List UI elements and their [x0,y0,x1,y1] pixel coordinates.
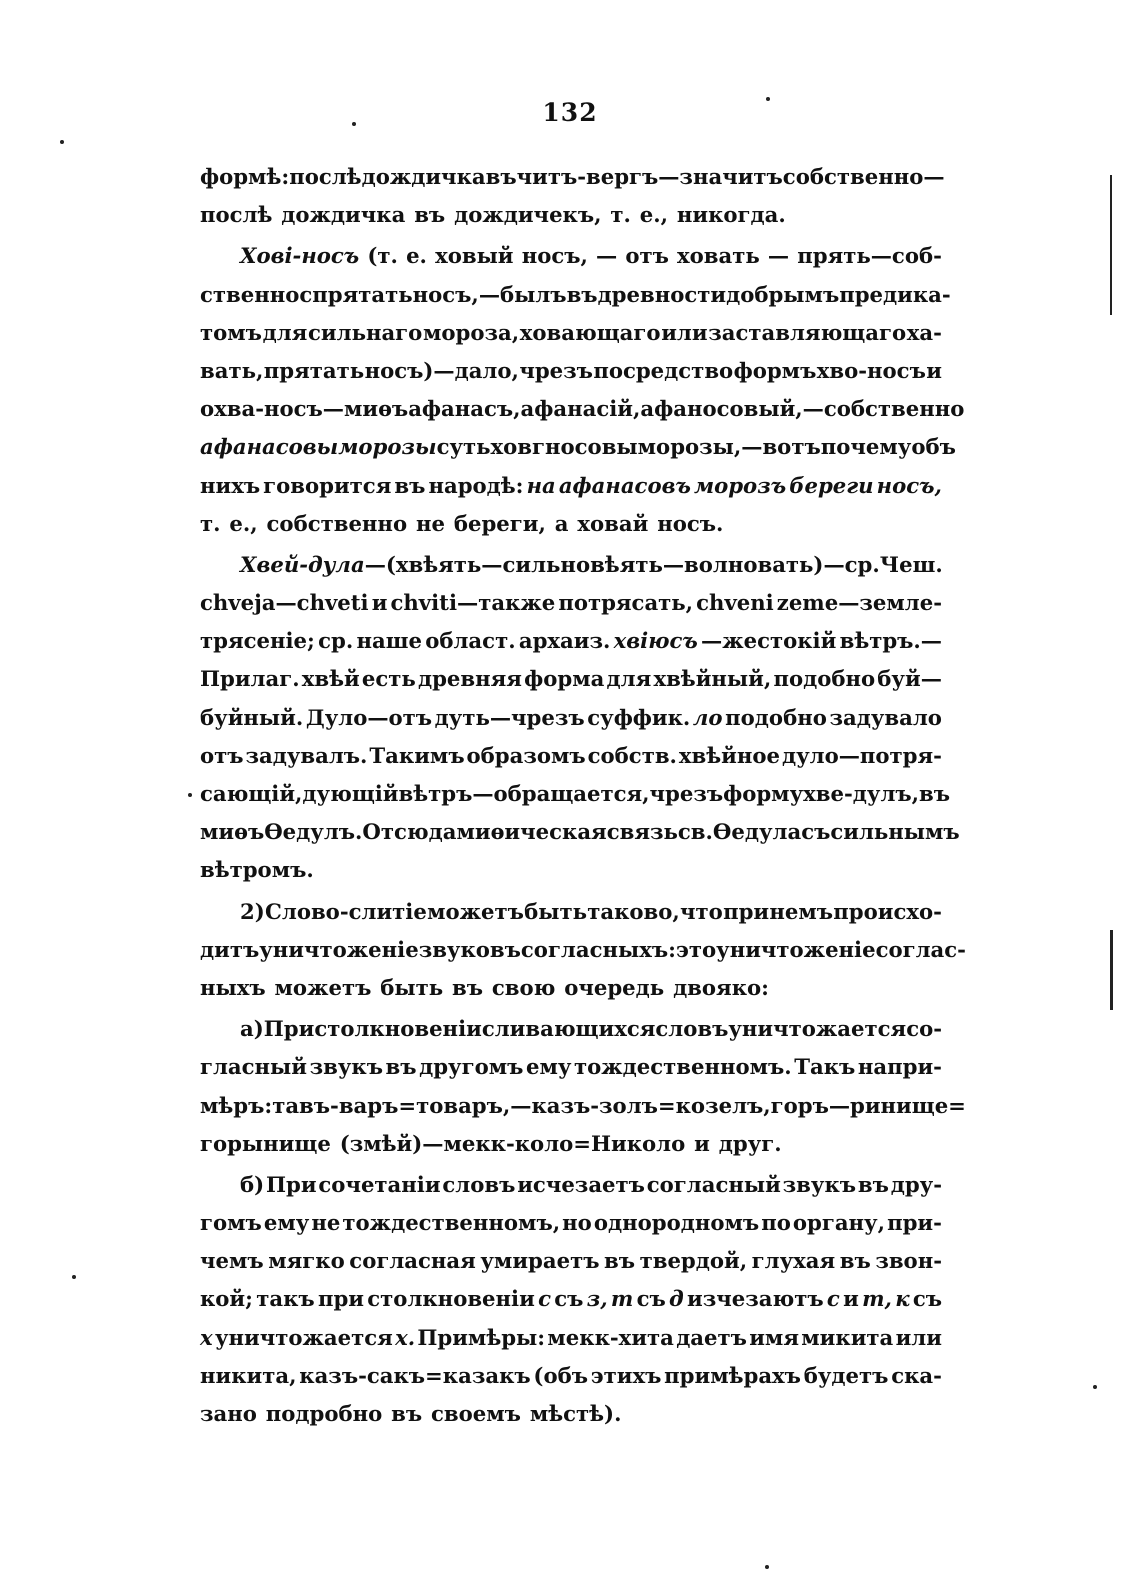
word: вѣять—волновать)—ср. [590,551,880,577]
word: формъ [733,357,817,383]
italic-word: носъ, [876,472,942,498]
word: изчезаютъ [687,1286,824,1312]
word: Ѳедулъ. [264,819,363,845]
text-line [200,1010,942,1048]
text-line [200,276,951,314]
word: примѣрахъ [664,1362,801,1388]
word: и [694,1130,710,1156]
scan-speck [188,793,192,797]
word: звукъ [782,1171,857,1197]
word: или [895,1324,942,1350]
word: мѣстѣ). [529,1401,622,1426]
word: съ [636,1286,666,1312]
italic-word: т [610,1286,634,1312]
word: афаносовый,—собственно [640,396,965,422]
word: ховгносовы [490,434,638,460]
word: chveja—chveti [200,590,369,616]
italic-word: морозы [338,434,437,460]
word: Отсюда [362,819,457,845]
word: област. [425,628,516,654]
word: можетъ [427,898,524,924]
word: суть [436,434,491,460]
word: носъ, [521,243,588,269]
text-line [200,428,956,466]
text-line [200,546,942,584]
word: морозы,—вотъ [637,434,821,460]
word: объ [911,434,956,460]
italic-word: х [200,1324,213,1350]
paragraph [200,1166,942,1433]
word: а [554,510,569,536]
word: соглас- [875,936,966,962]
word: ска- [891,1362,942,1388]
word: гласный [200,1054,308,1080]
word: для [606,666,652,692]
word: носъ, [412,281,479,307]
text-line [200,467,942,505]
word: никогда. [676,202,786,228]
paragraph [200,237,965,543]
word: гомъ [200,1210,262,1236]
word: и [843,1286,859,1312]
word: тождественномъ, [342,1210,561,1236]
word: потрясать, [558,590,694,616]
italic-word: с [538,1286,551,1312]
paragraph [200,893,966,1008]
word: прять—соб- [797,243,942,269]
word: дру- [890,1171,942,1197]
text-line [200,851,942,889]
word: имя [749,1324,799,1350]
italic-word: береги [789,472,874,498]
word: послѣ [289,164,362,189]
word: въ [394,472,426,498]
word: —(хвѣять—сильно [364,551,591,577]
word: при- [887,1210,942,1236]
word: Слово-слитіе [265,898,427,924]
word: — [478,281,500,307]
word: ховающаго [519,319,661,345]
word: подобно [773,666,876,692]
word: а) [240,1016,264,1042]
word: казъ-сакъ=казакъ [299,1362,531,1388]
word: Дуло—отъ [305,704,433,730]
word: былъ [500,281,567,307]
scan-edge-mark [1110,175,1112,315]
word: св. [677,819,713,845]
word: въ [385,1054,417,1080]
word: напри- [857,1054,942,1080]
text-line [200,584,942,622]
word: Такъ [794,1054,856,1080]
scan-speck [72,1275,76,1279]
italic-word: Хові-носъ [240,243,360,269]
word: дитъ [200,936,260,962]
word: Примѣры: [417,1324,546,1350]
word: тождественномъ. [574,1054,792,1080]
word: задувалъ. [245,742,368,768]
word: читъ-вергъ—значитъ [516,164,783,189]
text-line [200,1280,942,1318]
word: можетъ [274,974,372,1000]
word: хвѣйный, [653,666,772,692]
word: и [371,590,388,616]
word: своемъ [431,1401,521,1426]
word: будетъ [803,1362,889,1388]
word: съ [912,1286,942,1312]
word: носъ. [657,510,724,536]
text-line [200,237,942,275]
word: чрезъ [519,357,593,383]
word: сильнаго [308,319,423,345]
word: носъ)—дало, [364,357,519,383]
word: словъ [442,1171,516,1197]
word: собств. [587,742,677,768]
word: хвѣй [301,666,360,692]
word: е. [406,243,427,269]
word: твердой, [639,1248,748,1274]
word: глухая [751,1248,836,1274]
word: береги, [453,510,546,536]
word: съ [801,819,831,845]
word: исчезаетъ [517,1171,645,1197]
word: словъ [655,1016,729,1042]
word: наше [356,628,422,654]
word: со- [906,1016,943,1042]
word: или [661,319,708,345]
word: хве-дулъ, [803,781,920,806]
word: добрымъ [726,281,840,307]
word: — [767,243,790,269]
word: Ѳедула [712,819,802,845]
word: дождичка [361,164,486,189]
word: мѣръ: [200,1092,273,1118]
word: ср. [318,628,354,654]
word: т. [200,510,221,536]
word: подобно [725,704,827,730]
word: (змѣй)—мекк-коло=Николо [339,1130,686,1156]
word: древности [597,281,727,307]
scan-speck [60,140,64,144]
word: никита, [200,1362,297,1388]
word: охва-носъ—миѳъ [200,396,409,422]
word: звуковъ [418,936,521,962]
word: даетъ [676,1324,747,1350]
word: этихъ [590,1362,662,1388]
text-line [200,737,942,775]
word: друг. [718,1130,782,1156]
word: микита [801,1324,894,1350]
word: миѳъ [200,819,265,845]
word: хвѣйное [678,742,780,768]
italic-word: афанасовъ [558,472,691,498]
word: дуло—потря- [781,742,942,768]
text-line [200,622,942,660]
word: афанасъ, [408,396,521,422]
word: по [761,1210,791,1236]
word: столкновеніи [367,1286,535,1312]
word: таково, [587,898,680,924]
text-line [200,314,942,352]
word: въ [391,1401,423,1426]
word: столкновеніи [314,1016,482,1042]
word: есть [361,666,416,692]
word: органу, [792,1210,885,1236]
word: это [675,936,717,962]
text-line [200,893,942,931]
text-line [200,1319,942,1357]
italic-word: морозъ [693,472,787,498]
italic-word: с [826,1286,840,1312]
page-number: 132 [542,98,598,127]
word: форма [524,666,605,692]
word: при [317,1286,364,1312]
word: связь [606,819,678,845]
word: ему [525,1054,572,1080]
word: ственно [200,281,300,307]
word: подробно [265,1401,383,1426]
word: вѣтръ.— [839,628,942,654]
word: прятать [263,357,365,383]
word: chveni [696,590,774,616]
word: въ [485,164,517,189]
word: согласныхъ: [520,936,676,962]
word: согласная [349,1248,476,1274]
scan-speck [765,1565,769,1569]
text-line [200,1395,942,1433]
italic-word: Хвей-дула [240,551,365,577]
word: суффик. [587,704,691,730]
word: свою [491,974,556,1000]
word: кой; [200,1286,253,1312]
word: чемъ [200,1248,264,1274]
word: другомъ [419,1054,524,1080]
word: въ [414,202,446,228]
italic-word: к [895,1286,910,1312]
word: сочетаніи [318,1171,441,1197]
word: заставляющаго [708,319,907,345]
text-line [200,775,951,813]
word: сильнымъ [830,819,960,845]
word: е., [229,510,258,536]
word: уничтоженіе [716,936,876,962]
word: (объ [533,1362,588,1388]
word: тавъ-варъ=товаръ,—казъ-золъ=козелъ, [272,1092,771,1118]
word: для [262,319,308,345]
word: быть [380,974,444,1000]
word: говорится [263,472,392,498]
text-line [200,158,945,196]
page-text [200,158,966,1436]
word: послѣ [200,202,273,228]
text-line [200,660,942,698]
word: —жестокій [701,628,837,654]
text-line [200,352,942,390]
word: такъ [256,1286,315,1312]
text-line [200,699,942,737]
word: немъ [769,898,834,924]
scan-edge-mark [1110,930,1113,1010]
word: почему [820,434,912,460]
text-line [200,931,966,969]
word: съ [554,1286,584,1312]
word: ховать [677,243,760,269]
paragraph [200,158,945,234]
word: древняя [418,666,522,692]
word: не [311,1210,341,1236]
italic-word: х. [395,1324,416,1350]
word: мекк-хита [547,1324,674,1350]
word: томъ [200,319,262,345]
text-line [200,505,942,543]
word: быть [524,898,588,924]
word: звукъ [309,1054,383,1080]
word: не [415,510,445,536]
word: умираетъ [480,1248,600,1274]
word: въ [566,281,598,307]
word: отъ [200,742,244,768]
word: буй— [877,666,942,692]
word: — [596,243,618,269]
word: отъ [625,243,669,269]
word: звон- [875,1248,942,1274]
word: дождичка [281,202,406,228]
word: е., [639,202,669,228]
word: дующій [302,781,399,806]
word: форму [723,781,804,806]
paragraph [200,546,960,890]
italic-word: на [526,472,556,498]
italic-word: хвіюсъ [613,628,698,654]
word: въ [839,1248,871,1274]
word: при [723,898,770,924]
word: что [680,898,723,924]
word: задувало [829,704,942,730]
word: вѣтръ—обращается, [398,781,650,806]
word: въ [919,781,951,806]
word: 2) [240,898,265,924]
word: посредство [593,357,734,383]
word: т. [610,202,631,228]
word: согласный [646,1171,781,1197]
word: уничтоженіе [259,936,419,962]
word: Чеш. [879,551,943,577]
word: ныхъ [200,974,266,1000]
word: При [266,1171,317,1197]
italic-word: д [669,1286,684,1312]
word: хво-носъ [816,357,926,383]
text-line [200,813,960,851]
word: горынище [200,1130,331,1156]
text-line [200,1166,942,1204]
word: б) [240,1171,265,1197]
text-line [200,969,942,1007]
word: Такимъ [369,742,465,768]
word: (т. [367,243,398,269]
word: миѳическая [456,819,607,845]
word: народѣ: [428,472,524,498]
word: афанасій, [520,396,641,422]
word: уничтожается [728,1016,907,1042]
text-line [200,1204,942,1242]
word: и [926,357,942,383]
word: зано [200,1401,257,1426]
word: вать, [200,357,264,383]
paragraph [200,1010,966,1163]
text-line [200,1357,942,1395]
text-line [200,1048,942,1086]
word: происхо- [833,898,942,924]
text-line [200,390,965,428]
text-line [200,196,942,234]
word: дождичекъ, [454,202,602,228]
word: чрезъ [649,781,724,806]
word: буйный. [200,704,304,730]
italic-word: з, [586,1286,608,1312]
word: сливающихся [481,1016,656,1042]
word: Прилаг. [200,666,300,692]
text-line [200,1242,942,1280]
word: уничтожается [214,1324,393,1350]
word: При [263,1016,315,1042]
text-line [200,1087,966,1125]
word: нихъ [200,472,261,498]
word: ховай [577,510,649,536]
word: мягко [268,1248,345,1274]
word: сающій, [200,781,303,806]
word: однородномъ [593,1210,760,1236]
word: спрятать [299,281,413,307]
word: архаиз. [518,628,611,654]
word: zeme—земле- [776,590,942,616]
word: образомъ [466,742,586,768]
word: очередь [564,974,665,1000]
italic-word: ло [692,704,723,730]
scan-speck [1093,1385,1097,1389]
word: собственно— [782,164,945,189]
word: дуть—чрезъ [434,704,585,730]
word: ему [263,1210,310,1236]
italic-word: т, [862,1286,892,1312]
word: ха- [906,319,942,345]
text-line [200,1125,942,1163]
scan-speck [766,97,770,101]
word: трясеніе; [200,628,315,654]
word: горъ—ринище= [770,1092,966,1118]
scan-speck [352,122,356,126]
word: вѣтромъ. [200,857,314,883]
word: ховый [435,243,514,269]
word: въ [604,1248,636,1274]
word: но [562,1210,592,1236]
word: собственно [266,510,408,536]
word: въ [452,974,483,1000]
word: chviti—также [390,590,556,616]
word: двояко: [673,974,769,1000]
word: въ [857,1171,889,1197]
word: формѣ: [200,164,290,189]
word: мороза, [423,319,520,345]
italic-word: афанасовы [200,434,339,460]
word: предика- [839,281,951,307]
